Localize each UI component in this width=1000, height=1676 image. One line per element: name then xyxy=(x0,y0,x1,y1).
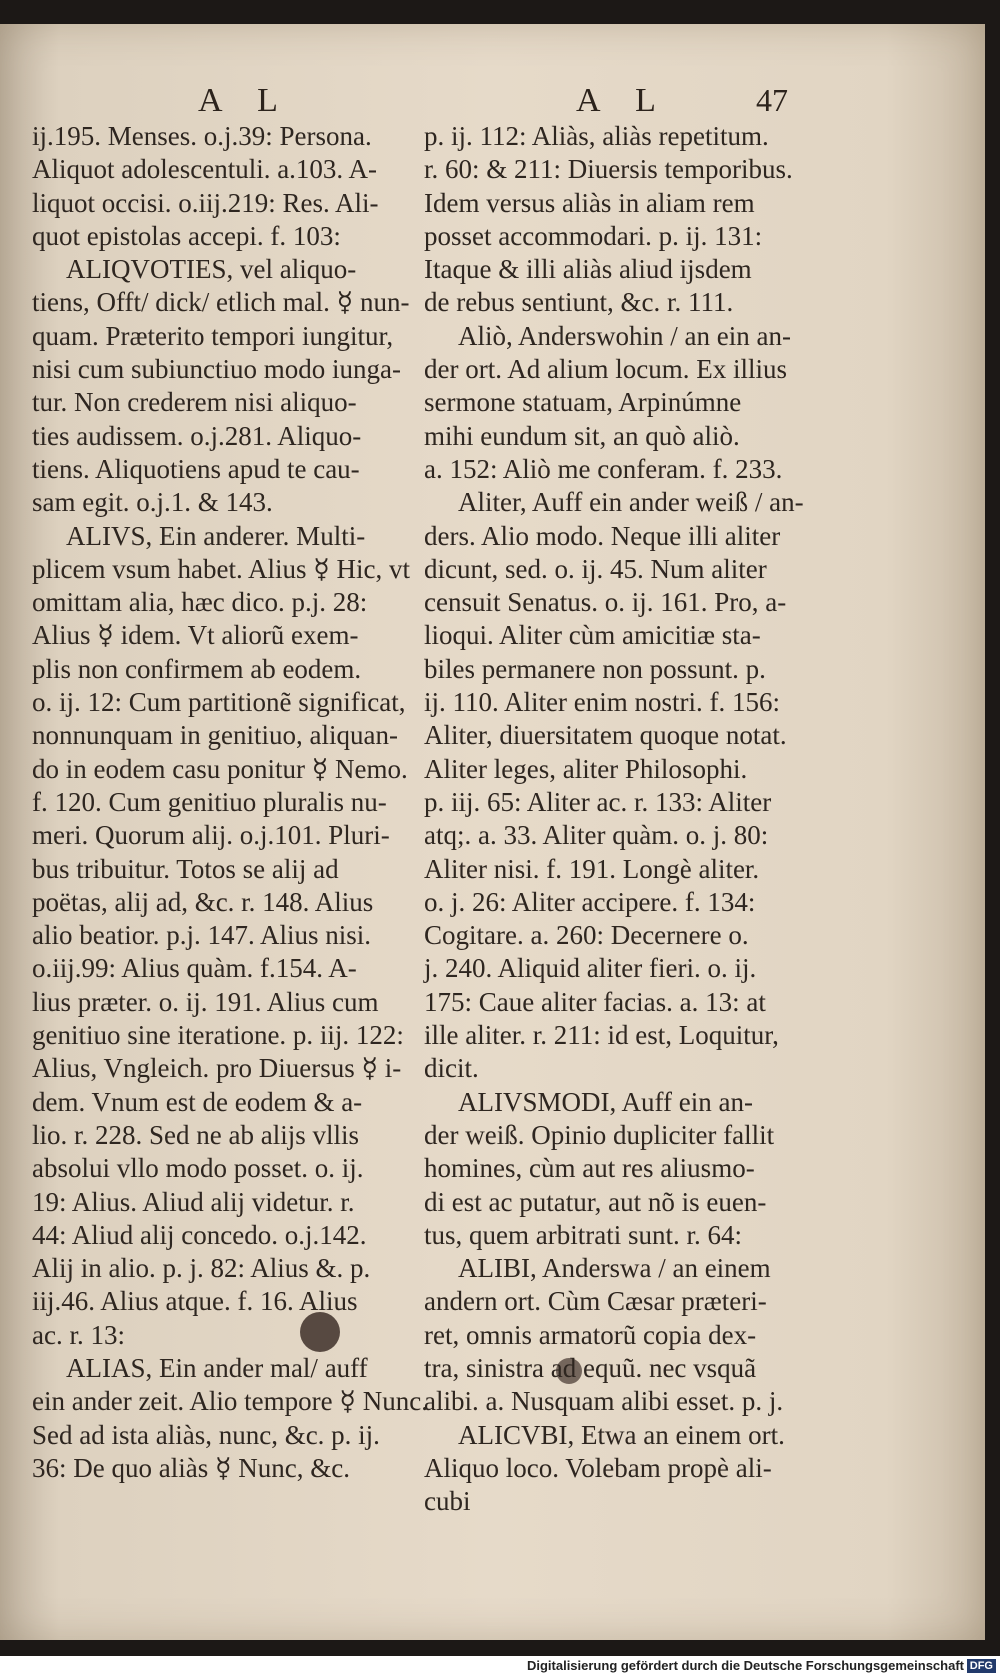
text-line: alibi. a. Nusquam alibi esset. p. j. xyxy=(424,1386,784,1417)
text-line: j. 240. Aliquid aliter fieri. o. ij. xyxy=(424,953,757,984)
text-line: lius præter. o. ij. 191. Alius cum xyxy=(32,986,379,1017)
dfg-logo: DFG xyxy=(967,1659,996,1673)
text-line: plis non confirmem ab eodem. xyxy=(32,653,362,684)
text-line: Sed ad ista aliàs, nunc, &c. p. ij. xyxy=(32,1419,380,1450)
text-line: biles permanere non possunt. p. xyxy=(424,653,766,684)
text-line: 44: Aliud alij concedo. o.j.142. xyxy=(32,1219,367,1250)
text-line: tiens, Offt/ dick/ etlich mal. ☿ nun- xyxy=(32,287,410,318)
text-line: tra, sinistra ad equũ. nec vsquã xyxy=(424,1352,757,1383)
left-column xyxy=(32,120,427,1485)
text-line: ille aliter. r. 211: id est, Loquitur, xyxy=(424,1020,779,1051)
text-line: Aliquot adolescentuli. a.103. A- xyxy=(32,154,377,185)
text-line: dicunt, sed. o. ij. 45. Num aliter xyxy=(424,553,767,584)
text-line: p. iij. 65: Aliter ac. r. 133: Aliter xyxy=(424,786,772,817)
text-line: o. ij. 12: Cum partitionẽ significat, xyxy=(32,687,406,718)
text-line: censuit Senatus. o. ij. 161. Pro, a- xyxy=(424,587,787,618)
text-line: p. ij. 112: Aliàs, aliàs repetitum. xyxy=(424,121,769,151)
text-line: tiens. Aliquotiens apud te cau- xyxy=(32,453,360,484)
text-line: Cogitare. a. 260: Decernere o. xyxy=(424,920,749,951)
text-line: nonnunquam in genitiuo, aliquan- xyxy=(32,720,398,751)
text-line: a. 152: Aliò me conferam. f. 233. xyxy=(424,453,783,484)
digitization-credit: Digitalisierung gefördert durch die Deutsche Forschungsgemeinschaft xyxy=(526,1658,964,1673)
text-line: Aliter, Auff ein ander weiß / an- xyxy=(458,487,804,518)
running-head-right: A L xyxy=(576,82,670,119)
text-line: meri. Quorum alij. o.j.101. Pluri- xyxy=(32,820,390,851)
text-line: homines, cùm aut res aliusmo- xyxy=(424,1153,755,1184)
text-line: iij.46. Alius atque. f. 16. Alius xyxy=(32,1286,358,1317)
text-line: o.iij.99: Alius quàm. f.154. A- xyxy=(32,953,357,984)
text-line: tus, quem arbitrati sunt. r. 64: xyxy=(424,1219,742,1250)
text-line: der weiß. Opinio dupliciter fallit xyxy=(424,1119,775,1150)
text-line: lioqui. Aliter cùm amicitiæ sta- xyxy=(424,620,761,651)
text-line: 36: De quo aliàs ☿ Nunc, &c. xyxy=(32,1452,351,1483)
text-line: Aliquo loco. Volebam propè ali- xyxy=(424,1452,772,1483)
text-line: f. 120. Cum genitiuo pluralis nu- xyxy=(32,786,387,817)
right-column xyxy=(424,120,819,1518)
text-line: mihi eundum sit, an quò aliò. xyxy=(424,420,740,451)
digitization-credit-bar xyxy=(0,1656,1000,1676)
text-line: lio. r. 228. Sed ne ab alijs vllis xyxy=(32,1119,359,1150)
text-line: liquot occisi. o.iij.219: Res. Ali- xyxy=(32,187,379,218)
text-line: plicem vsum habet. Alius ☿ Hic, vt xyxy=(32,553,411,584)
text-line: tur. Non crederem nisi aliquo- xyxy=(32,387,357,418)
text-line: atq;. a. 33. Aliter quàm. o. j. 80: xyxy=(424,820,769,851)
text-line: ac. r. 13: xyxy=(32,1319,125,1350)
text-line: ij. 110. Aliter enim nostri. f. 156: xyxy=(424,687,780,718)
text-line: ALIQVOTIES, vel aliquo- xyxy=(66,254,357,285)
text-line: bus tribuitur. Totos se alij ad xyxy=(32,853,339,884)
text-line: poëtas, alij ad, &c. r. 148. Alius xyxy=(32,886,374,917)
text-line: ret, omnis armatorũ copia dex- xyxy=(424,1319,757,1350)
text-line: de rebus sentiunt, &c. r. 111. xyxy=(424,287,734,318)
text-line: Aliter leges, aliter Philosophi. xyxy=(424,753,748,784)
text-line: dem. Vnum est de eodem & a- xyxy=(32,1086,363,1117)
text-line: ALIBI, Anderswa / an einem xyxy=(458,1253,771,1284)
text-line: 175: Caue aliter facias. a. 13: at xyxy=(424,986,766,1017)
text-line: posset accommodari. p. ij. 131: xyxy=(424,220,763,251)
text-line: Itaque & illi aliàs aliud ijsdem xyxy=(424,254,752,285)
page-number: 47 xyxy=(756,82,788,118)
text-line: do in eodem casu ponitur ☿ Nemo. xyxy=(32,753,408,784)
text-line: di est ac putatur, aut nõ is euen- xyxy=(424,1186,767,1217)
text-line: quam. Præterito tempori iungitur, xyxy=(32,320,394,351)
text-line: quot epistolas accepi. f. 103: xyxy=(32,220,341,251)
text-line: cubi xyxy=(424,1486,471,1517)
text-line: sermone statuam, Arpinúmne xyxy=(424,387,742,418)
text-line: genitiuo sine iteratione. p. iij. 122: xyxy=(32,1020,404,1051)
text-line: dicit. xyxy=(424,1053,479,1084)
text-line: ij.195. Menses. o.j.39: Persona. xyxy=(32,121,372,151)
text-line: 19: Alius. Aliud alij videtur. r. xyxy=(32,1186,355,1217)
text-line: andern ort. Cùm Cæsar præteri- xyxy=(424,1286,767,1317)
text-line: Alius ☿ idem. Vt aliorũ exem- xyxy=(32,620,359,651)
text-line: ties audissem. o.j.281. Aliquo- xyxy=(32,420,362,451)
text-line: Aliter, diuersitatem quoque notat. xyxy=(424,720,787,751)
text-line: der ort. Ad alium locum. Ex illius xyxy=(424,354,787,385)
text-line: r. 60: & 211: Diuersis temporibus. xyxy=(424,154,793,185)
running-head-left: A L xyxy=(198,82,292,119)
text-line: ALIAS, Ein ander mal/ auff xyxy=(66,1352,368,1383)
text-line: o. j. 26: Aliter accipere. f. 134: xyxy=(424,886,756,917)
text-line: nisi cum subiunctiuo modo iunga- xyxy=(32,354,401,385)
text-line: ders. Alio modo. Neque illi aliter xyxy=(424,520,781,551)
text-line: ein ander zeit. Alio tempore ☿ Nunc. xyxy=(32,1386,428,1417)
text-line: ALIVSMODI, Auff ein an- xyxy=(458,1086,753,1117)
text-line: Aliter nisi. f. 191. Longè aliter. xyxy=(424,853,760,884)
text-line: absolui vllo modo posset. o. ij. xyxy=(32,1153,364,1184)
text-line: Aliò, Anderswohin / an ein an- xyxy=(458,320,791,351)
text-line: ALIVS, Ein anderer. Multi- xyxy=(66,520,366,551)
text-line: omittam alia, hæc dico. p.j. 28: xyxy=(32,587,368,618)
text-line: Idem versus aliàs in aliam rem xyxy=(424,187,755,218)
text-line: sam egit. o.j.1. & 143. xyxy=(32,487,273,518)
text-line: Alij in alio. p. j. 82: Alius &. p. xyxy=(32,1253,371,1284)
text-line: Alius, Vngleich. pro Diuersus ☿ i- xyxy=(32,1053,402,1084)
text-line: ALICVBI, Etwa an einem ort. xyxy=(458,1419,785,1450)
text-line: alio beatior. p.j. 147. Alius nisi. xyxy=(32,920,371,951)
